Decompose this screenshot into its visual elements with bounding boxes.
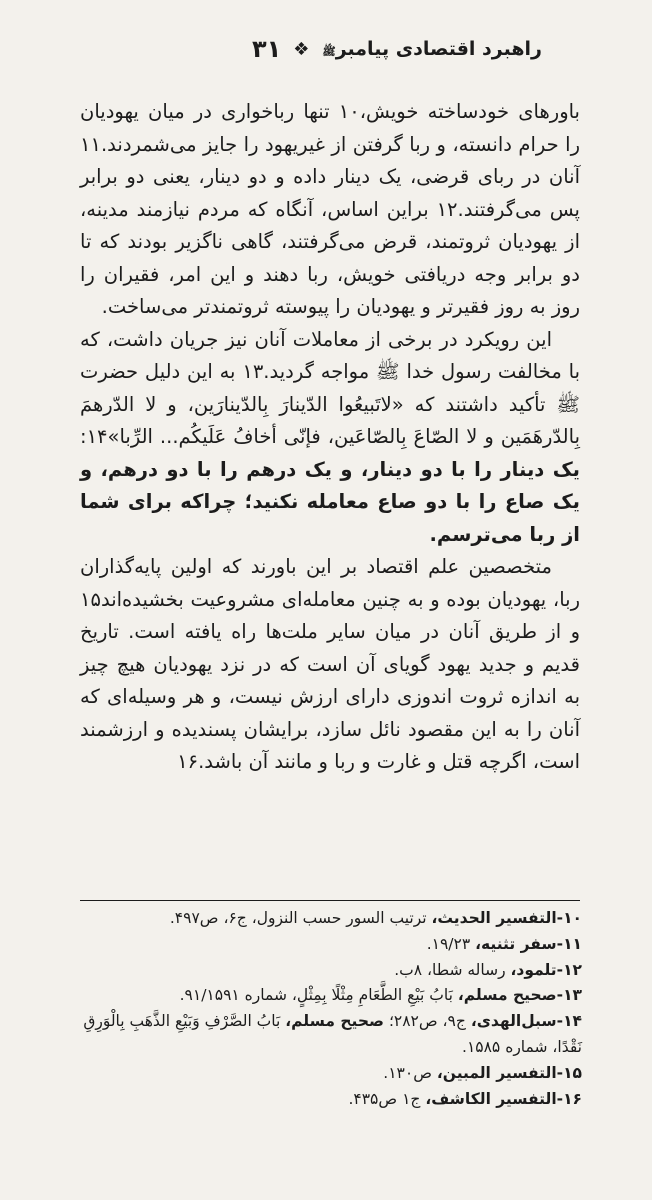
paragraph-3: متخصصین علم اقتصاد بر این باورند که اولین پایه‌گذاران ربا، یهودیان بوده و به چنین معامله‌ای مشروعیت بخشیده‌اند۱۵ و از طریق آنان در میان سایر ملت‌ها راه یافته است. تاریخ قدیم و جدید یهود گویای آن است که در نزد یهودیان هیچ چیز به اندازه ثروت اندوزی دارای ارزش نیست، و هر وسیله‌ای که آنان را به این مقصود نائل سازد، برایشان پسندیده و ارزشمند است، اگرچه قتل و غارت و ربا و مانند آن باشد.۱۶ [80,555,580,773]
paragraph-2 [80,324,580,552]
hadith-quote: لاتَبیعُوا الدّینارَ بِالدّینارَین، و لا الدّرهمَ بِالدّرهَمَین و لا الصّاعَ بِالصّاعَین، فإنّی أخافُ عَلَیکُم... الرِّبا [80,392,580,448]
footnote-15: ۱۵-التفسیر المبین، ص۱۳۰. [383,1063,582,1082]
paragraph-1: باورهای خودساخته خویش،۱۰ تنها رباخواری در میان یهودیان را حرام دانسته، و ربا گرفتن از غیریهود را جایز می‌شمردند.۱۱ آنان در ربای قرضی، یک دینار داده و دو دینار، یعنی دو برابر پس می‌گرفتند.۱۲ براین اساس، آنگاه که مردم نیازمند مدینه، از یهودیان ثروتمند، قرض می‌گرفتند، گاهی ناگزیر بودند که تا دو برابر وجه دریافتی خویش، ربا دهند و این امر، فقیران را روز به روز فقیرتر و یهودیان را پیوسته ثروتمندتر می‌ساخت. [80,100,580,318]
running-header [62,32,542,66]
footnote-14: ۱۴-سبل‌الهدی، ج۹، ص۲۸۲؛ صحیح مسلم، بَابُ الصَّرْفِ وَبَیْعِ الذَّهَبِ بِالْوَرِقِ نَقْدًا، شماره ۱۵۸۵. [83,1012,582,1056]
footnote-divider [80,900,580,901]
footnote-11: ۱۱-سفر تثنیه، ۱۹/۲۳. [426,934,582,953]
footnotes [80,906,582,1112]
footnote-13: ۱۳-صحیح مسلم، بَابُ بَیْعِ الطَّعَامِ مِثْلًا بِمِثْلٍ، شماره ۹۱/۱۵۹۱. [179,986,582,1005]
footnote-12: ۱۲-تلمود، رساله شطا، ۸ب. [394,960,582,979]
hadith-translation: یک دینار را با دو دینار، و یک درهم را با دو درهم، و یک صاع را با دو صاع معامله نکنید؛ چراکه برای شما از ربا می‌ترسم. [80,457,580,546]
honorific-mark: ﷺ [322,44,336,58]
ornament-icon: ❖ [293,38,311,60]
main-text [80,96,580,779]
footnote-10: ۱۰-التفسیر الحدیث، ترتیب السور حسب النزول، ج۶، ص۴۹۷. [169,909,582,927]
page-number: ۳۱ [251,35,282,63]
hadith-footnote-ref: »۱۴: [80,425,120,448]
header-title: راهبرد اقتصادی پیامبرﷺ [322,37,542,60]
footnote-16: ۱۶-التفسیر الکاشف، ج۱ ص۴۳۵. [348,1089,582,1108]
paragraph-2-intro: این رویکرد در برخی از معاملات آنان نیز جریان داشت، که با مخالفت رسول خدا ﷺ مواجه گردید.۱۳ به این دلیل حضرت ﷺ تأکید داشتند که « [80,327,580,416]
